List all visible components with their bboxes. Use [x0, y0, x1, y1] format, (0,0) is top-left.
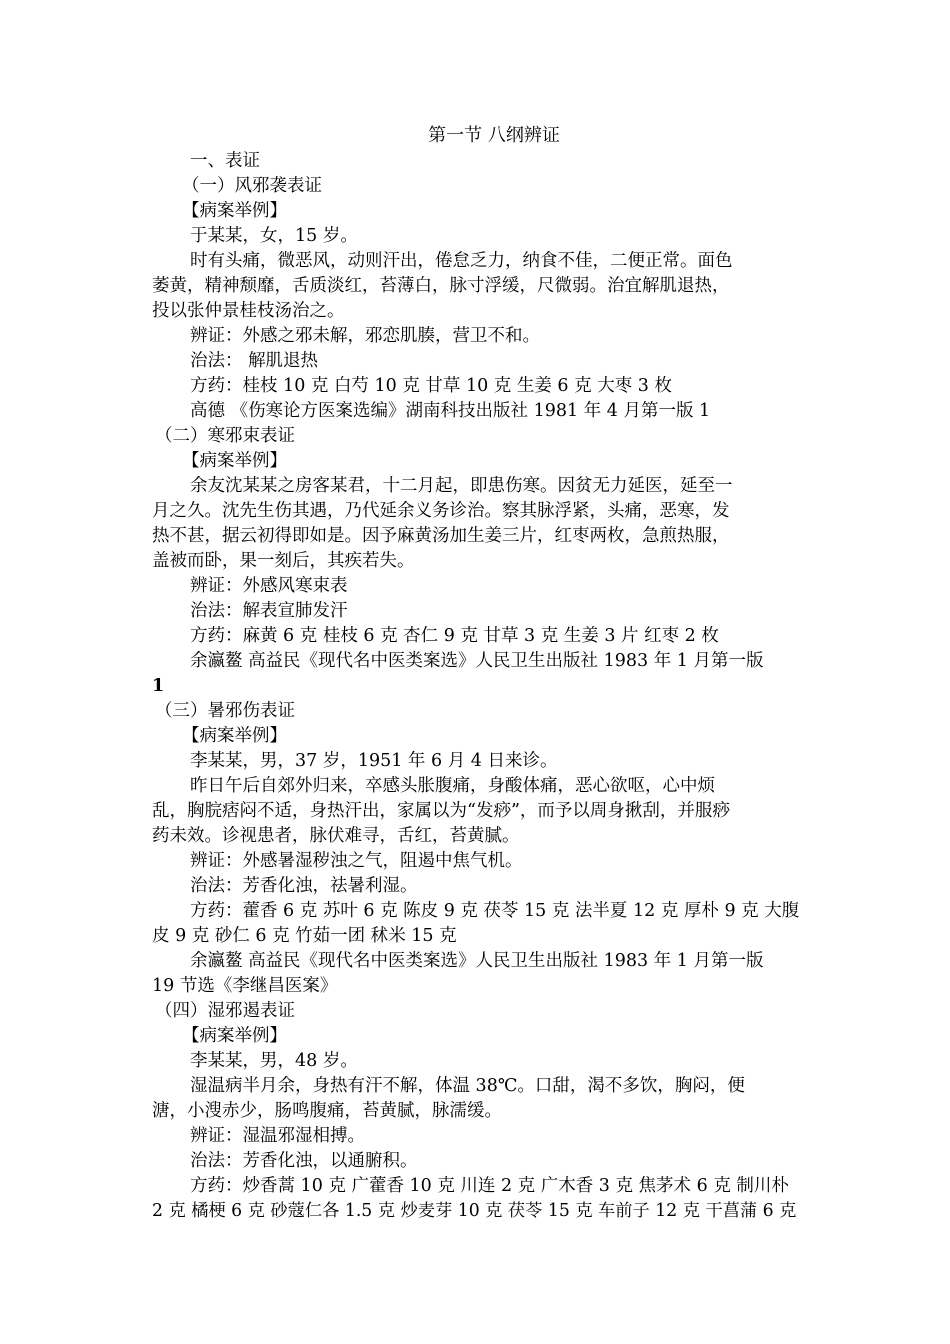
citation-line: 19 节选《李继昌医案》	[152, 976, 338, 996]
section-title: 第一节 八纲辨证	[428, 125, 560, 146]
paragraph-line: 萎黄，精神颓靡，舌质淡红，苔薄白，脉寸浮缓，尺微弱。治宜解肌退热，	[152, 276, 730, 296]
paragraph-line: 时有头痛，微恶风，动则汗出，倦怠乏力，纳食不佳，二便正常。面色	[190, 251, 733, 271]
subheading-summer-heat-evil: （三）暑邪伤表证	[155, 701, 295, 721]
paragraph-line: 辨证：外感之邪未解，邪恋肌腠，营卫不和。	[190, 326, 540, 346]
case-example-label: 【病案举例】	[182, 201, 287, 221]
citation-line: 余瀛鳌 高益民《现代名中医类案选》人民卫生出版社 1983 年 1 月第一版	[190, 651, 764, 671]
paragraph-line: 方药：桂枝 10 克 白芍 10 克 甘草 10 克 生姜 6 克 大枣 3 枚	[190, 376, 672, 396]
citation-line: 1	[152, 676, 165, 696]
paragraph-line: 投以张仲景桂枝汤治之。	[152, 301, 345, 321]
paragraph-line: 李某某，男，37 岁，1951 年 6 月 4 日来诊。	[190, 751, 558, 771]
subheading-wind-evil: （一）风邪袭表证	[182, 176, 322, 196]
paragraph-line: 湿温病半月余，身热有汗不解，体温 38℃。口甜，渴不多饮，胸闷，便	[190, 1076, 745, 1096]
case-example-label: 【病案举例】	[182, 726, 287, 746]
case-example-label: 【病案举例】	[182, 1026, 287, 1046]
paragraph-line: 方药：藿香 6 克 苏叶 6 克 陈皮 9 克 茯苓 15 克 法半夏 12 克 厚朴 9 克 大腹	[190, 901, 800, 921]
paragraph-line: 2 克 橘梗 6 克 砂蔻仁各 1.5 克 炒麦芽 10 克 茯苓 15 克 车前子 12 克 干菖蒲 6 克	[152, 1201, 797, 1221]
paragraph-line: 治法：芳香化浊，祛暑利湿。	[190, 876, 418, 896]
paragraph-line: 乱，胸脘痞闷不适，身热汗出，家属以为“发痧”，而予以周身揪刮，并服痧	[152, 801, 730, 821]
paragraph-line: 辨证：外感风寒束表	[190, 576, 348, 596]
paragraph-line: 于某某，女，15 岁。	[190, 226, 358, 246]
paragraph-line: 皮 9 克 砂仁 6 克 竹茹一团 秫米 15 克	[152, 926, 457, 946]
paragraph-line: 药未效。诊视患者，脉伏难寻，舌红，苔黄腻。	[152, 826, 520, 846]
citation-line: 高德 《伤寒论方医案选编》湖南科技出版社 1981 年 4 月第一版 1	[190, 401, 711, 421]
paragraph-line: 余友沈某某之房客某君，十二月起，即患伤寒。因贫无力延医，延至一	[190, 476, 733, 496]
subheading-cold-evil: （二）寒邪束表证	[155, 426, 295, 446]
paragraph-line: 治法：芳香化浊，以通腑积。	[190, 1151, 418, 1171]
paragraph-line: 方药：炒香蒿 10 克 广藿香 10 克 川连 2 克 广木香 3 克 焦茅术 6 克 制川朴	[190, 1176, 789, 1196]
paragraph-line: 治法： 解肌退热	[190, 351, 319, 371]
paragraph-line: 方药：麻黄 6 克 桂枝 6 克 杏仁 9 克 甘草 3 克 生姜 3 片 红枣 2 枚	[190, 626, 719, 646]
paragraph-line: 月之久。沈先生伤其遇，乃代延余义务诊治。察其脉浮紧，头痛，恶寒，发	[152, 501, 730, 521]
paragraph-line: 治法：解表宣肺发汗	[190, 601, 348, 621]
paragraph-line: 李某某，男，48 岁。	[190, 1051, 358, 1071]
citation-line: 余瀛鳌 高益民《现代名中医类案选》人民卫生出版社 1983 年 1 月第一版	[190, 951, 764, 971]
subheading-dampness-evil: （四）湿邪遏表证	[155, 1001, 295, 1021]
paragraph-line: 昨日午后自郊外归来，卒感头胀腹痛，身酸体痛，恶心欲呕，心中烦	[190, 776, 715, 796]
case-example-label: 【病案举例】	[182, 451, 287, 471]
heading-exterior-syndrome: 一、表证	[190, 151, 260, 171]
paragraph-line: 辨证：外感暑湿秽浊之气，阻遏中焦气机。	[190, 851, 523, 871]
paragraph-line: 盖被而卧，果一刻后，其疾若失。	[152, 551, 415, 571]
paragraph-line: 溏，小溲赤少，肠鸣腹痛，苔黄腻，脉濡缓。	[152, 1101, 502, 1121]
paragraph-line: 热不甚，据云初得即如是。因予麻黄汤加生姜三片，红枣两枚，急煎热服，	[152, 526, 730, 546]
paragraph-line: 辨证：湿温邪湿相搏。	[190, 1126, 365, 1146]
